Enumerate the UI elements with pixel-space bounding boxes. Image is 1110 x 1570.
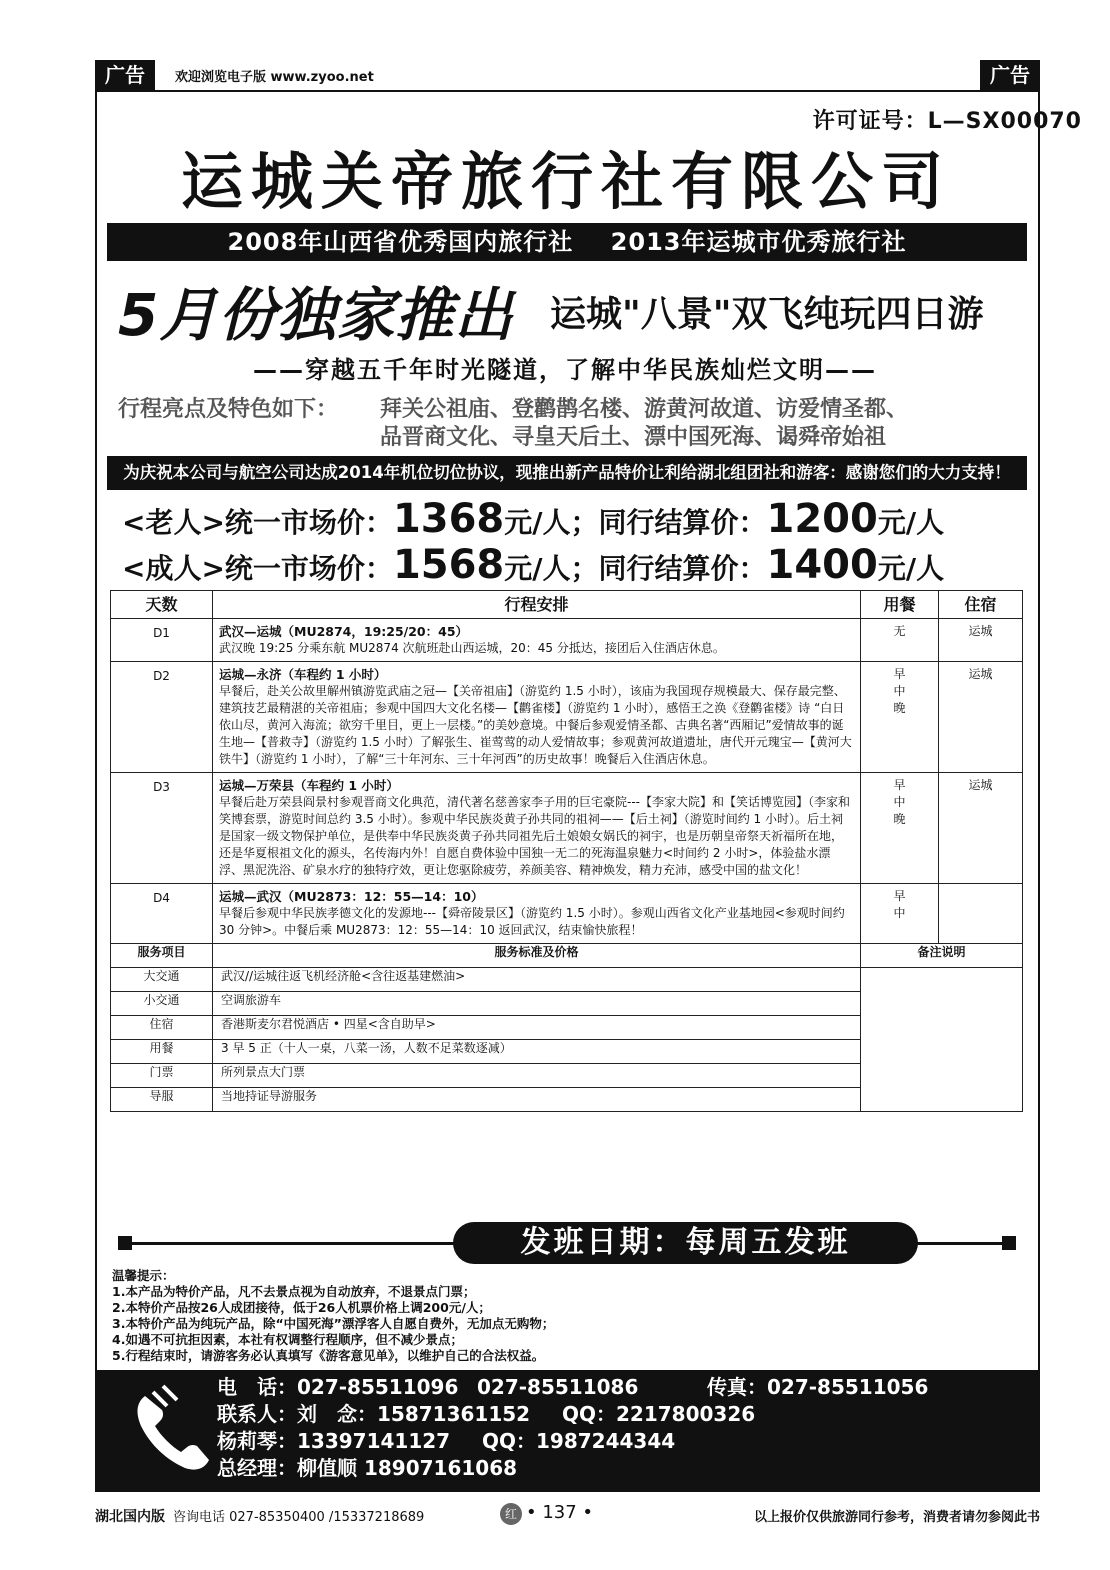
service-item: 用餐 [111, 1040, 213, 1064]
qq-number[interactable]: 1987244344 [536, 1429, 676, 1453]
fax-number[interactable]: 027-85511056 [767, 1375, 929, 1399]
price-group: <成人>统一市场价： [122, 552, 393, 585]
day-stay: 运城 [939, 662, 1023, 773]
day-text: 早餐后赴万荣县阎景村参观晋商文化典范，清代著名慈善家李子用的巨宅豪院---【李家大院】和【笑话博览园】（李家和笑博套票，游览时间总约 3.5 小时）。参观中华民族炎黄子孙共同的祖祠——【后土祠】（游览时间约 1 小时）。后土祠是国家一级文物保护单位，是供奉中华民族炎黄子孙共同祖先后土娘娘女娲氏的祠宇，也是历朝皇帝祭天祈福所在地，还是华夏根祖文化的源头，名传海内外！自愿自费体验中国独一无二的死海温泉魅力<时间约 2 小时>，体验盐水漂浮、黑泥洗浴、矿泉水疗的独特疗效，更让您驱除疲劳，养颜美容、精神焕发，精力充沛，感受中国的盐文化！ [219, 795, 850, 877]
peer-price: 1400 [766, 542, 878, 588]
phone-number[interactable]: 027-85511096 [297, 1375, 459, 1399]
day-description [213, 662, 861, 773]
headline [110, 268, 1030, 348]
route-title: 运城"八景"双飞纯玩四日游 [550, 294, 984, 335]
meal: 晚 [893, 701, 906, 715]
service-header-remarks: 备注说明 [861, 944, 1023, 968]
price-row-adult [122, 542, 1022, 588]
phone-icon [123, 1382, 223, 1478]
day-description [213, 884, 861, 944]
highlights-line-1: 拜关公祖庙、登鹳鹊名楼、游黄河故道、访爱情圣都、 [380, 397, 909, 422]
day-meals [861, 619, 939, 662]
tips-title: 温馨提示： [112, 1268, 175, 1283]
meal: 中 [893, 795, 906, 809]
service-value: 所列景点大门票 [213, 1064, 861, 1088]
day-title: 运城—万荣县（车程约 1 小时） [219, 778, 399, 793]
meal: 早 [893, 889, 906, 903]
day-title: 运城—永济（车程约 1 小时） [219, 667, 387, 682]
highlights-line-2: 品晋商文化、寻皇天后土、漂中国死海、谒舜帝始祖 [380, 425, 887, 450]
day-stay: 运城 [939, 773, 1023, 884]
table-row [111, 773, 1023, 884]
company-name: 运城关帝旅行社有限公司 [180, 145, 951, 218]
contact-lines [217, 1374, 928, 1482]
ad-tag-left: 广告 [95, 60, 155, 90]
contact-label: 联系人： [217, 1402, 297, 1426]
fax-label: 传真： [707, 1375, 767, 1399]
meal: 晚 [893, 812, 906, 826]
price-unit: 元/人； [504, 506, 599, 539]
service-value: 空调旅游车 [213, 992, 861, 1016]
contact-name: 刘 念： [297, 1402, 377, 1426]
day-label: D2 [111, 662, 213, 773]
departure-date: 发班日期：每周五发班 [453, 1222, 918, 1264]
price-unit: 元/人 [877, 552, 945, 585]
day-title: 武汉—运城（MU2874，19:25/20：45） [219, 624, 469, 639]
meal: 中 [893, 906, 906, 920]
day-text: 早餐后，赴关公故里解州镇游览武庙之冠—【关帝祖庙】（游览约 1.5 小时），该庙为我国现存规模最大、保存最完整、建筑技艺最精湛的关帝祖庙；参观中国四大文化名楼—【鹳雀楼】（游览约 1 小时），感悟王之涣《登鹳雀楼》诗 “白日依山尽，黄河入海流；欲穷千里目，更上一层楼。”的美妙意境。中餐后参观爱情圣都、古典名著“西厢记”爱情故事的诞生地—【普救寺】（游览约 1.5 小时）了解张生、崔莺莺的动人爱情故事；参观黄河故道遗址，唐代开元瑰宝—【黄河大铁牛】（游览约 1 小时），了解“三十年河东、三十年河西”的历史故事！晚餐后入住酒店休息。 [219, 684, 852, 766]
col-header-schedule: 行程安排 [213, 591, 861, 619]
contact-phone[interactable]: 15871361152 [377, 1402, 531, 1426]
service-header-standard: 服务标准及价格 [213, 944, 861, 968]
meal: 无 [893, 624, 906, 638]
itinerary-table [110, 590, 1023, 1112]
service-value: 香港斯麦尔君悦酒店 • 四星<含自助早> [213, 1016, 861, 1040]
service-value: 武汉//运城往返飞机经济舱<含往返基建燃油> [213, 968, 861, 992]
table-row [111, 619, 1023, 662]
qq-number[interactable]: 2217800326 [616, 1402, 756, 1426]
gm-label: 总经理： [217, 1456, 297, 1480]
slogan: ——穿越五千年时光隧道，了解中华民族灿烂文明—— [253, 356, 877, 384]
tips [112, 1268, 1017, 1364]
day-meals [861, 662, 939, 773]
peer-price: 1200 [766, 496, 878, 542]
meal: 中 [893, 684, 906, 698]
contact-name: 杨莉琴： [217, 1429, 297, 1453]
day-stay: 运城 [939, 619, 1023, 662]
footer-note: 以上报价仅供旅游同行参考，消费者请勿参阅此书 [753, 1510, 1040, 1525]
table-row [111, 662, 1023, 773]
service-item: 导服 [111, 1088, 213, 1112]
col-header-day: 天数 [111, 591, 213, 619]
price-unit: 元/人 [877, 506, 945, 539]
day-label: D1 [111, 619, 213, 662]
price-unit: 元/人； [504, 552, 599, 585]
service-header-row [111, 944, 1023, 968]
meal: 早 [893, 778, 906, 792]
peer-price-label: 同行结算价： [598, 506, 767, 539]
highlights-label: 行程亮点及特色如下： [118, 397, 339, 422]
contact-block [95, 1370, 1040, 1492]
hotline: 咨询电话 027-85350400 /15337218689 [173, 1510, 425, 1525]
tip-item: 3.本特价产品为纯玩产品，除“中国死海”漂浮客人自愿自费外，无加点无购物； [112, 1316, 555, 1331]
col-header-meals: 用餐 [861, 591, 939, 619]
service-item: 大交通 [111, 968, 213, 992]
day-text: 早餐后参观中华民族孝德文化的发源地---【舜帝陵景区】（游览约 1.5 小时）。参观山西省文化产业基地园<参观时间约 30 分钟>。中餐后乘 MU2873：12：55—14：10 返回武汉，结束愉快旅程！ [219, 906, 845, 937]
honor-bar [107, 223, 1027, 261]
phone-number[interactable]: 027-85511086 [477, 1375, 639, 1399]
day-meals [861, 773, 939, 884]
departure-banner [118, 1222, 1016, 1264]
page-number [500, 1502, 593, 1525]
table-row [111, 884, 1023, 944]
page-number-text: • 137 • [526, 1502, 594, 1523]
license-number: 许可证号：L—SX00070 [812, 109, 1082, 134]
day-label: D3 [111, 773, 213, 884]
service-header-item: 服务项目 [111, 944, 213, 968]
market-price: 1368 [392, 496, 505, 542]
service-value: 当地持证导游服务 [213, 1088, 861, 1112]
service-value: 3 早 5 正（十人一桌，八菜一汤，人数不足菜数逐减） [213, 1040, 861, 1064]
divider-end-square [1002, 1236, 1016, 1250]
day-label: D4 [111, 884, 213, 944]
phone-label: 电 话： [217, 1375, 297, 1399]
page-footer [95, 1500, 1040, 1530]
day-meals [861, 884, 939, 944]
day-description [213, 619, 861, 662]
service-row [111, 968, 1023, 992]
day-stay [939, 884, 1023, 944]
tip-item: 5.行程结束时，请游客务必认真填写《游客意见单》，以维护自己的合法权益。 [112, 1348, 545, 1363]
service-item: 住宿 [111, 1016, 213, 1040]
day-text: 武汉晚 19:25 分乘东航 MU2874 次航班赴山西运城，20：45 分抵达，接团后入住酒店休息。 [219, 641, 725, 655]
tip-item: 1.本产品为特价产品，凡不去景点视为自动放弃，不退景点门票； [112, 1284, 476, 1299]
peer-price-label: 同行结算价： [598, 552, 767, 585]
divider-end-square [118, 1236, 132, 1250]
promo-banner: 为庆祝本公司与航空公司达成2014年机位切位协议，现推出新产品特价让利给湖北组团社和游客：感谢您们的大力支持！ [107, 456, 1027, 490]
service-item: 门票 [111, 1064, 213, 1088]
day-title: 运城—武汉（MU2873：12：55—14：10） [219, 889, 484, 904]
ad-tag-right: 广告 [980, 60, 1040, 90]
contact-phone[interactable]: 13397141127 [297, 1429, 451, 1453]
gm-contact[interactable]: 柳值顺 18907161068 [297, 1456, 518, 1480]
qq-label: QQ： [562, 1402, 617, 1426]
welcome-text[interactable]: 欢迎浏览电子版 www.zyoo.net [175, 70, 374, 85]
price-group: <老人>统一市场价： [122, 506, 393, 539]
service-item: 小交通 [111, 992, 213, 1016]
day-description [213, 773, 861, 884]
honor-1: 2008年山西省优秀国内旅行社 [227, 228, 574, 256]
footer-left [95, 1506, 424, 1526]
meal: 早 [893, 667, 906, 681]
top-bar [95, 60, 1040, 90]
tip-item: 2.本特价产品按26人成团接待，低于26人机票价格上调200元/人； [112, 1300, 491, 1315]
highlights [118, 396, 1018, 452]
promo-title: 5月份独家推出 [118, 281, 514, 349]
remarks-cell [861, 968, 1023, 1112]
col-header-stay: 住宿 [939, 591, 1023, 619]
edition-mark-icon: 红 [500, 1503, 522, 1525]
market-price: 1568 [392, 542, 505, 588]
honor-2: 2013年运城市优秀旅行社 [610, 228, 907, 256]
qq-label: QQ： [482, 1429, 537, 1453]
edition-label: 湖北国内版 [95, 1509, 165, 1525]
price-row-senior [122, 496, 1022, 542]
tip-item: 4.如遇不可抗拒因素，本社有权调整行程顺序，但不减少景点； [112, 1332, 463, 1347]
